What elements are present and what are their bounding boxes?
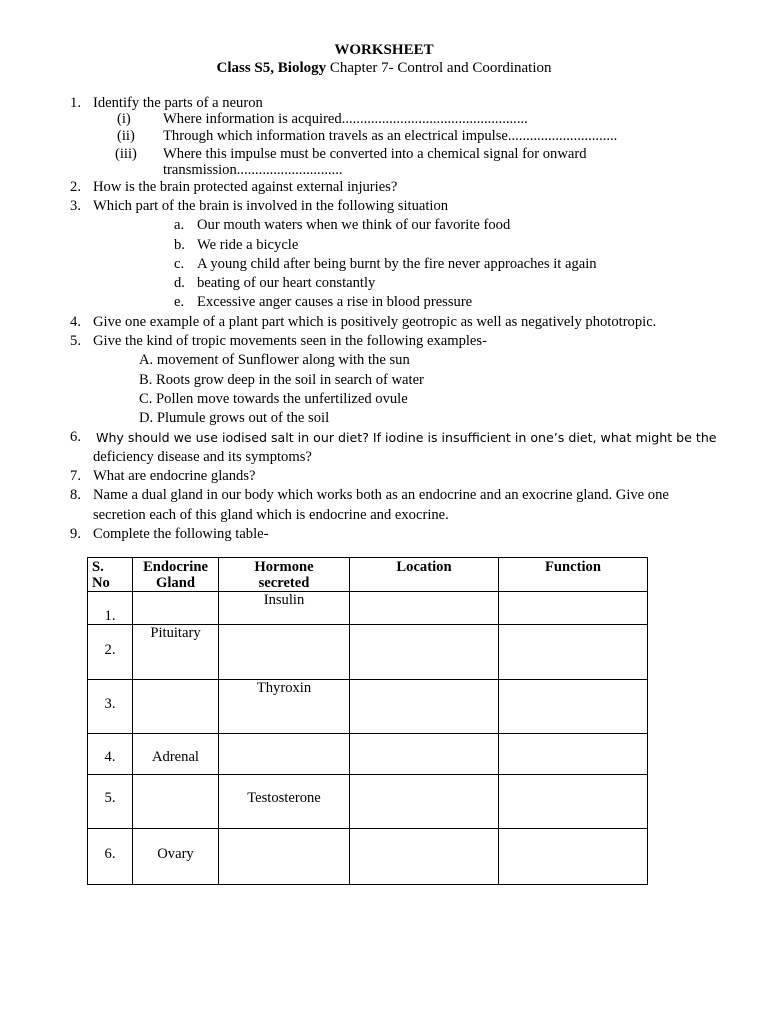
header-hormone-secreted xyxy=(219,558,350,592)
header-text: S. xyxy=(92,559,104,575)
table-row xyxy=(88,592,648,625)
item-text: Excessive anger causes a rise in blood pressure xyxy=(197,294,473,310)
cell-function[interactable] xyxy=(499,625,648,680)
item-label: b. xyxy=(174,237,185,253)
header-text: Gland xyxy=(156,575,195,591)
hormone-name: Thyroxin xyxy=(256,680,312,696)
part-text-continued: transmission............................. xyxy=(163,162,343,178)
question-number: 7. xyxy=(70,468,81,484)
cell-location[interactable] xyxy=(350,592,499,625)
cell-hormone xyxy=(219,734,350,775)
header-text: No xyxy=(92,575,110,591)
question-text: Name a dual gland in our body which works both as an endocrine and an exocrine gland. Give one xyxy=(93,487,669,503)
question-text: Give the kind of tropic movements seen in the following examples- xyxy=(93,333,487,349)
cell-gland xyxy=(133,775,219,829)
question-text-continued: secretion each of this gland which is endocrine and exocrine. xyxy=(93,507,449,523)
cell-sno xyxy=(88,625,133,680)
gland-name: Pituitary xyxy=(150,625,201,641)
cell-gland xyxy=(133,829,219,885)
item-text: A. movement of Sunflower along with the sun xyxy=(139,352,410,368)
worksheet-title: WORKSHEET xyxy=(334,42,434,58)
header-function: Function xyxy=(499,558,648,592)
cell-location[interactable] xyxy=(350,680,499,734)
gland-name: Adrenal xyxy=(151,749,199,765)
item-text: D. Plumule grows out of the soil xyxy=(139,410,330,426)
cell-gland xyxy=(133,625,219,680)
hormone-name: Testosterone xyxy=(247,790,321,806)
question-text: Identify the parts of a neuron xyxy=(93,95,263,111)
cell-location[interactable] xyxy=(350,625,499,680)
cell-function[interactable] xyxy=(499,775,648,829)
cell-sno xyxy=(88,829,133,885)
cell-sno xyxy=(88,592,133,625)
header-sno xyxy=(88,558,133,592)
chapter-label: Chapter 7- Control and Coordination xyxy=(326,60,552,76)
header-text: secreted xyxy=(258,575,310,591)
header-text: Hormone xyxy=(254,559,314,575)
cell-location[interactable] xyxy=(350,775,499,829)
cell-location[interactable] xyxy=(350,829,499,885)
cell-hormone xyxy=(219,592,350,625)
question-number: 5. xyxy=(70,333,81,349)
row-number: 5. xyxy=(104,790,116,806)
table-header-row xyxy=(88,558,648,592)
item-label: d. xyxy=(174,275,185,291)
cell-gland xyxy=(133,680,219,734)
cell-function[interactable] xyxy=(499,734,648,775)
table-row xyxy=(88,680,648,734)
cell-hormone xyxy=(219,680,350,734)
question-number: 1. xyxy=(70,95,81,111)
question-text: Why should we use iodised salt in our diet? If iodine is insufficient in one’s diet, what might be the xyxy=(96,430,717,445)
cell-location[interactable] xyxy=(350,734,499,775)
cell-gland xyxy=(133,734,219,775)
question-number: 2. xyxy=(70,179,81,195)
cell-gland xyxy=(133,592,219,625)
part-text: Where this impulse must be converted into a chemical signal for onward xyxy=(163,146,587,162)
question-number: 9. xyxy=(70,526,81,542)
item-label: e. xyxy=(174,294,185,310)
question-number: 3. xyxy=(70,198,81,214)
item-text: B. Roots grow deep in the soil in search of water xyxy=(139,372,424,388)
item-label: a. xyxy=(174,217,185,233)
table-row xyxy=(88,734,648,775)
header-endocrine-gland xyxy=(133,558,219,592)
question-text: How is the brain protected against external injuries? xyxy=(93,179,398,195)
item-text: beating of our heart constantly xyxy=(197,275,376,291)
part-text: Through which information travels as an electrical impulse.............................. xyxy=(163,128,618,144)
cell-function[interactable] xyxy=(499,829,648,885)
header-text: Endocrine xyxy=(143,559,208,575)
question-text: Which part of the brain is involved in the following situation xyxy=(93,198,449,214)
item-text: We ride a bicycle xyxy=(197,237,299,253)
cell-sno xyxy=(88,734,133,775)
item-text: A young child after being burnt by the fire never approaches it again xyxy=(197,256,597,272)
class-biology-label: Class S5, Biology xyxy=(216,60,327,76)
cell-sno xyxy=(88,775,133,829)
question-number: 4. xyxy=(70,314,81,330)
cell-function[interactable] xyxy=(499,592,648,625)
part-label: (ii) xyxy=(117,128,135,144)
question-text: What are endocrine glands? xyxy=(93,468,256,484)
item-label: c. xyxy=(174,256,185,272)
question-text-continued: deficiency disease and its symptoms? xyxy=(93,449,312,465)
part-text: Where information is acquired................................................... xyxy=(163,111,528,127)
part-label: (i) xyxy=(117,111,131,127)
row-number: 6. xyxy=(104,846,116,862)
question-number: 8. xyxy=(70,487,81,503)
table-row xyxy=(88,829,648,885)
row-number: 1. xyxy=(104,608,116,624)
cell-function[interactable] xyxy=(499,680,648,734)
item-text: Our mouth waters when we think of our favorite food xyxy=(197,217,511,233)
hormone-name: Insulin xyxy=(263,592,305,608)
row-number: 3. xyxy=(104,696,116,712)
part-label: (iii) xyxy=(115,146,137,162)
worksheet-subtitle xyxy=(0,60,768,77)
row-number: 4. xyxy=(104,749,116,765)
cell-hormone xyxy=(219,625,350,680)
row-number: 2. xyxy=(104,642,116,658)
question-text: Give one example of a plant part which is positively geotropic as well as negatively phototropic. xyxy=(93,314,657,330)
table-row xyxy=(88,625,648,680)
question-number: 6. xyxy=(70,429,81,445)
item-text: C. Pollen move towards the unfertilized ovule xyxy=(139,391,408,407)
gland-name: Ovary xyxy=(157,846,194,862)
table-row xyxy=(88,775,648,829)
endocrine-gland-table xyxy=(87,557,648,885)
cell-hormone xyxy=(219,829,350,885)
cell-hormone xyxy=(219,775,350,829)
question-text: Complete the following table- xyxy=(93,526,269,542)
header-location: Location xyxy=(350,558,499,592)
cell-sno xyxy=(88,680,133,734)
